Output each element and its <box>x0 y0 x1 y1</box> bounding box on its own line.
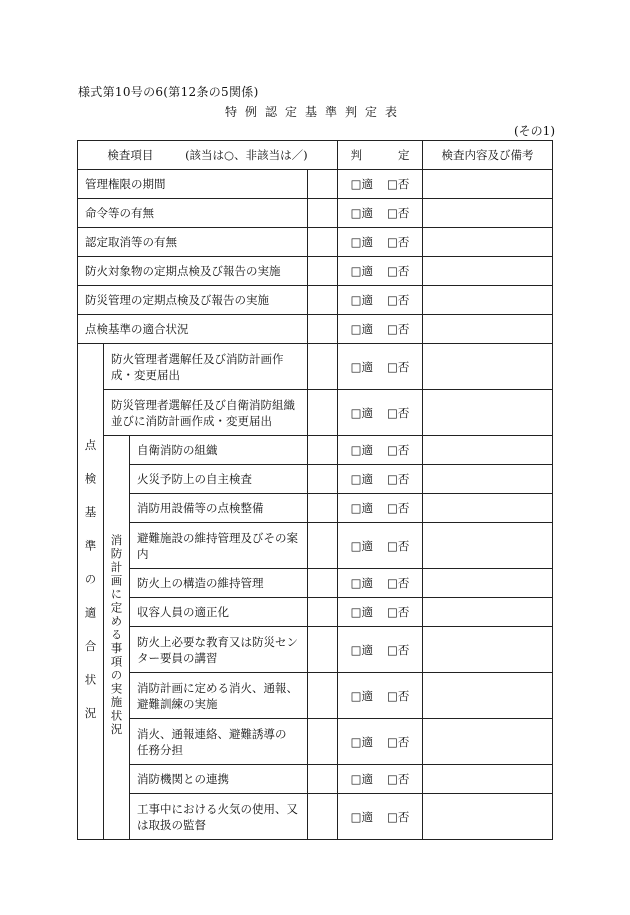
judge-cell <box>338 569 423 598</box>
judge-ok-checkbox[interactable]: □適 <box>350 605 373 619</box>
judge-cell <box>338 228 423 257</box>
judge-ng-checkbox[interactable]: □否 <box>387 405 410 420</box>
group-label-text: 点検基準の適合状況 <box>83 438 98 741</box>
remarks-cell[interactable] <box>423 257 553 286</box>
judge-ok-checkbox[interactable]: □適 <box>350 538 373 553</box>
remarks-cell[interactable] <box>423 170 553 199</box>
judge-ok-checkbox[interactable]: □適 <box>350 264 373 278</box>
judge-ok-checkbox[interactable]: □適 <box>350 235 373 249</box>
mark-cell[interactable] <box>308 598 338 627</box>
judge-ng-checkbox[interactable]: □否 <box>387 734 410 749</box>
judge-ng-checkbox[interactable]: □否 <box>387 772 410 786</box>
header-item-label: 検査項目 <box>107 148 154 162</box>
item-label: 防火対象物の定期点検及び報告の実施 <box>78 257 308 286</box>
mark-cell[interactable] <box>308 627 338 673</box>
judge-ok-checkbox[interactable]: □適 <box>350 206 373 220</box>
remarks-cell[interactable] <box>423 315 553 344</box>
remarks-cell[interactable] <box>423 286 553 315</box>
judge-cell <box>338 390 423 436</box>
mark-cell[interactable] <box>308 199 338 228</box>
table-row <box>78 494 553 523</box>
mark-cell[interactable] <box>308 315 338 344</box>
judge-cell <box>338 598 423 627</box>
item-label: 点検基準の適合状況 <box>78 315 308 344</box>
table-row <box>78 170 553 199</box>
table-row <box>78 436 553 465</box>
table-row <box>78 257 553 286</box>
judge-ok-checkbox[interactable]: □適 <box>350 576 373 590</box>
item-label: 消防機関との連携 <box>130 765 308 794</box>
judge-cell <box>338 170 423 199</box>
table-row <box>78 794 553 840</box>
remarks-cell[interactable] <box>423 627 553 673</box>
item-label: 防災管理者選解任及び自衛消防組織並びに消防計画作成・変更届出 <box>104 390 308 436</box>
mark-cell[interactable] <box>308 765 338 794</box>
item-label: 管理権限の期間 <box>78 170 308 199</box>
judge-ng-checkbox[interactable]: □否 <box>387 501 410 515</box>
judge-cell <box>338 794 423 840</box>
judge-ng-checkbox[interactable]: □否 <box>387 538 410 553</box>
table-row <box>78 598 553 627</box>
judge-cell <box>338 523 423 569</box>
mark-cell[interactable] <box>308 569 338 598</box>
judge-ng-checkbox[interactable]: □否 <box>387 235 410 249</box>
judge-ok-checkbox[interactable]: □適 <box>350 734 373 749</box>
table-row <box>78 569 553 598</box>
mark-cell[interactable] <box>308 719 338 765</box>
group-label <box>78 344 104 840</box>
header-judge-cell <box>338 141 423 170</box>
table-row <box>78 390 553 436</box>
judge-ok-checkbox[interactable]: □適 <box>350 177 373 191</box>
judge-ok-checkbox[interactable]: □適 <box>350 472 373 486</box>
mark-cell[interactable] <box>308 286 338 315</box>
judge-ok-checkbox[interactable]: □適 <box>350 359 373 374</box>
judge-cell <box>338 627 423 673</box>
remarks-cell[interactable] <box>423 794 553 840</box>
judge-cell <box>338 344 423 390</box>
remarks-cell[interactable] <box>423 569 553 598</box>
item-label: 火災予防上の自主検査 <box>130 465 308 494</box>
item-label: 収容人員の適正化 <box>130 598 308 627</box>
item-label: 認定取消等の有無 <box>78 228 308 257</box>
judge-cell <box>338 436 423 465</box>
judge-ok-checkbox[interactable]: □適 <box>350 809 373 824</box>
remarks-cell[interactable] <box>423 228 553 257</box>
form-id: 様式第10号の6(第12条の5関係) <box>78 85 259 99</box>
judge-ok-checkbox[interactable]: □適 <box>350 688 373 703</box>
judgement-table <box>77 140 553 840</box>
table-row <box>78 199 553 228</box>
table-row <box>78 523 553 569</box>
item-label: 消防用設備等の点検整備 <box>130 494 308 523</box>
judge-ng-checkbox[interactable]: □否 <box>387 322 410 336</box>
judge-ok-checkbox[interactable]: □適 <box>350 293 373 307</box>
judge-ng-checkbox[interactable]: □否 <box>387 605 410 619</box>
remarks-cell[interactable] <box>423 598 553 627</box>
judge-ng-checkbox[interactable]: □否 <box>387 206 410 220</box>
item-label: 防火上の構造の維持管理 <box>130 569 308 598</box>
item-label: 消防計画に定める消火、通報、避難訓練の実施 <box>130 673 308 719</box>
item-label: 避難施設の維持管理及びその案内 <box>130 523 308 569</box>
mark-cell[interactable] <box>308 436 338 465</box>
table-row <box>78 228 553 257</box>
judge-ok-checkbox[interactable]: □適 <box>350 405 373 420</box>
judge-ok-checkbox[interactable]: □適 <box>350 443 373 457</box>
mark-cell[interactable] <box>308 390 338 436</box>
table-row <box>78 673 553 719</box>
remarks-cell[interactable] <box>423 465 553 494</box>
header-item-cell <box>78 141 338 170</box>
mark-cell[interactable] <box>308 257 338 286</box>
header-item-note: (該当は○、非該当は／) <box>185 148 308 162</box>
judge-cell <box>338 465 423 494</box>
judge-cell <box>338 199 423 228</box>
mark-cell[interactable] <box>308 523 338 569</box>
subgroup-label-text: 消防計画に定める事項の実施状況 <box>109 534 124 737</box>
judge-ok-checkbox[interactable]: □適 <box>350 322 373 336</box>
judge-ng-checkbox[interactable]: □否 <box>387 809 410 824</box>
mark-cell[interactable] <box>308 673 338 719</box>
remarks-cell[interactable] <box>423 436 553 465</box>
remarks-cell[interactable] <box>423 344 553 390</box>
item-label: 命令等の有無 <box>78 199 308 228</box>
mark-cell[interactable] <box>308 228 338 257</box>
table-row <box>78 344 553 390</box>
item-label: 工事中における火気の使用、又は取扱の監督 <box>130 794 308 840</box>
header-judge-right: 定 <box>398 148 410 162</box>
header-remarks-cell: 検査内容及び備考 <box>423 141 553 170</box>
judge-ng-checkbox[interactable]: □否 <box>387 264 410 278</box>
judge-cell <box>338 673 423 719</box>
mark-cell[interactable] <box>308 344 338 390</box>
judge-cell <box>338 765 423 794</box>
judge-cell <box>338 494 423 523</box>
judge-ok-checkbox[interactable]: □適 <box>350 772 373 786</box>
remarks-cell[interactable] <box>423 719 553 765</box>
judge-cell <box>338 719 423 765</box>
remarks-cell[interactable] <box>423 390 553 436</box>
judge-ng-checkbox[interactable]: □否 <box>387 293 410 307</box>
table-header-row <box>78 141 553 170</box>
mark-cell[interactable] <box>308 465 338 494</box>
judge-ng-checkbox[interactable]: □否 <box>387 688 410 703</box>
remarks-cell[interactable] <box>423 523 553 569</box>
item-label: 自衛消防の組織 <box>130 436 308 465</box>
table-row <box>78 627 553 673</box>
page-number: (その1) <box>514 124 555 138</box>
item-label: 防火上必要な教育又は防災センター要員の講習 <box>130 627 308 673</box>
judge-ng-checkbox[interactable]: □否 <box>387 359 410 374</box>
judge-ng-checkbox[interactable]: □否 <box>387 177 410 191</box>
remarks-cell[interactable] <box>423 765 553 794</box>
mark-cell[interactable] <box>308 494 338 523</box>
remarks-cell[interactable] <box>423 673 553 719</box>
mark-cell[interactable] <box>308 170 338 199</box>
header-judge-left: 判 <box>350 148 362 162</box>
table-row <box>78 719 553 765</box>
judge-cell <box>338 286 423 315</box>
table-row <box>78 465 553 494</box>
mark-cell[interactable] <box>308 794 338 840</box>
item-label: 防火管理者選解任及び消防計画作成・変更届出 <box>104 344 308 390</box>
judge-cell <box>338 315 423 344</box>
judge-ng-checkbox[interactable]: □否 <box>387 472 410 486</box>
remarks-cell[interactable] <box>423 199 553 228</box>
page-title: 特例認定基準判定表 <box>224 105 405 119</box>
item-label: 消火、通報連絡、避難誘導の 任務分担 <box>130 719 308 765</box>
judge-ng-checkbox[interactable]: □否 <box>387 642 410 657</box>
item-label: 防災管理の定期点検及び報告の実施 <box>78 286 308 315</box>
judge-cell <box>338 257 423 286</box>
subgroup-label <box>104 436 130 840</box>
judge-ok-checkbox[interactable]: □適 <box>350 501 373 515</box>
remarks-cell[interactable] <box>423 494 553 523</box>
table-row <box>78 765 553 794</box>
judge-ng-checkbox[interactable]: □否 <box>387 443 410 457</box>
judge-ng-checkbox[interactable]: □否 <box>387 576 410 590</box>
table-row <box>78 315 553 344</box>
table-row <box>78 286 553 315</box>
judge-ok-checkbox[interactable]: □適 <box>350 642 373 657</box>
